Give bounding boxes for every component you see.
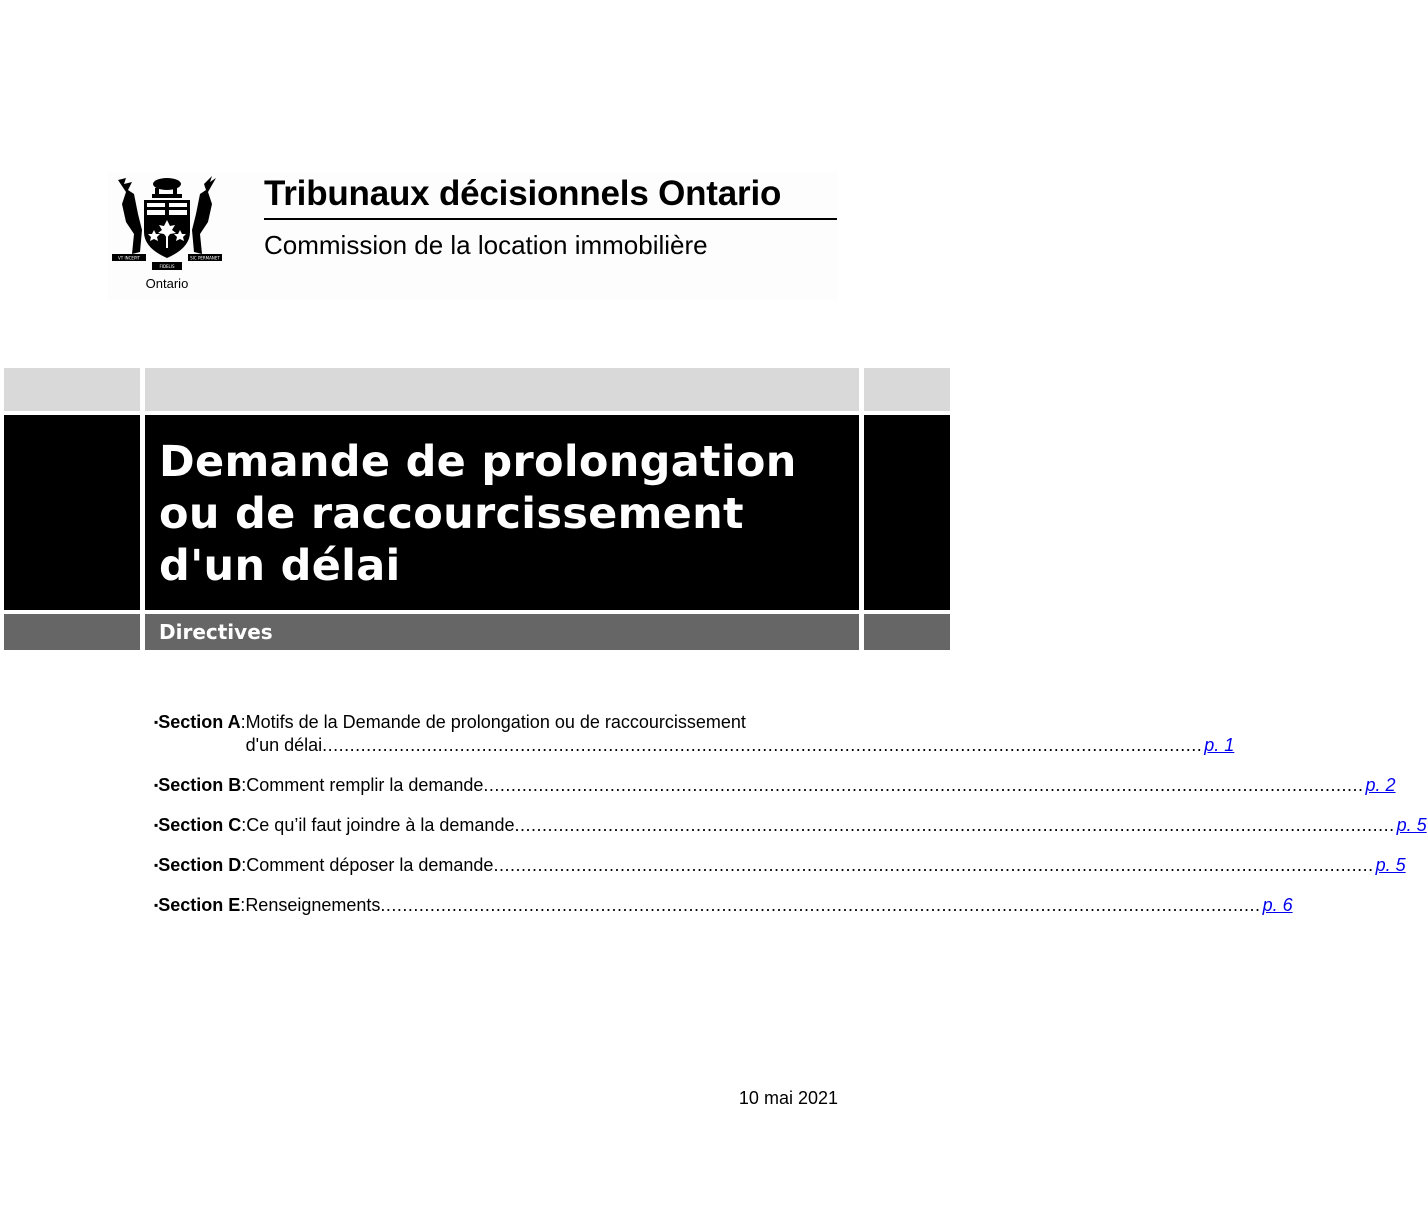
leader-dots xyxy=(514,814,1394,837)
section-label: Section C xyxy=(158,815,242,835)
document-title: Demande de prolongation ou de raccourcissement d'un délai xyxy=(159,437,797,591)
section-title: Comment déposer la demande xyxy=(246,855,494,875)
page-link[interactable]: p. 6 xyxy=(1262,895,1293,915)
svg-text:SIC PERMANET: SIC PERMANET xyxy=(190,255,220,261)
page-link[interactable]: p. 5 xyxy=(1396,815,1427,835)
bullet-icon: ▪ xyxy=(154,858,159,872)
svg-text:FIDELIS: FIDELIS xyxy=(159,264,175,269)
logo-wordmark: Ontario xyxy=(145,276,189,291)
leader-dots xyxy=(322,734,1202,757)
banner-cell xyxy=(864,368,950,411)
leader-dots xyxy=(380,894,1260,917)
bullet-icon: ▪ xyxy=(154,818,159,832)
bullet-icon: ▪ xyxy=(154,715,159,729)
banner-cell xyxy=(864,614,950,650)
section-title: Comment remplir la demande xyxy=(246,775,484,795)
document-date: 10 mai 2021 xyxy=(738,1088,838,1108)
section-label: Section B xyxy=(158,775,242,795)
banner-cell xyxy=(4,614,140,650)
bullet-icon: ▪ xyxy=(154,778,159,792)
ontario-logo xyxy=(112,174,222,294)
bullet-icon: ▪ xyxy=(154,898,159,912)
toc-item-section-a: ▪ Section A: Motifs de la Demande de prolongation ou de raccourcissement d'un délai ..... p. 1 xyxy=(150,711,840,757)
toc-item-section-c: ▪ Section C: Ce qu’il faut joindre à la demande ..... p. 5 xyxy=(150,814,840,837)
banner-cell xyxy=(864,415,950,610)
leader-dots xyxy=(483,774,1363,797)
banner-cell xyxy=(145,368,859,411)
page-link[interactable]: p. 5 xyxy=(1375,855,1406,875)
section-label: Section A xyxy=(158,712,241,732)
board-name: Commission de la location immobilière xyxy=(264,230,708,260)
toc-item-section-b: ▪ Section B: Comment remplir la demande ..... p. 2 xyxy=(150,774,840,797)
section-title: Ce qu’il faut joindre à la demande xyxy=(246,815,515,835)
section-title: Renseignements xyxy=(245,895,381,915)
page-link[interactable]: p. 2 xyxy=(1365,775,1396,795)
svg-text:VT INCEPIT: VT INCEPIT xyxy=(118,255,140,261)
banner-cell xyxy=(4,368,140,411)
ontario-coat-of-arms-icon xyxy=(112,174,222,272)
leader-dots xyxy=(493,854,1373,877)
header-divider xyxy=(264,218,837,220)
organization-name: Tribunaux décisionnels Ontario xyxy=(264,174,782,213)
section-label: Section D xyxy=(158,855,242,875)
section-title: d'un délai xyxy=(245,735,323,755)
section-title-line1: Motifs de la Demande de prolongation ou de raccourcissement xyxy=(245,712,746,732)
table-of-contents xyxy=(150,711,1427,934)
document-subtitle: Directives xyxy=(159,620,273,644)
page-link[interactable]: p. 1 xyxy=(1204,735,1235,755)
banner-cell xyxy=(4,415,140,610)
section-label: Section E xyxy=(158,895,241,915)
toc-item-section-d: ▪ Section D: Comment déposer la demande ..... p. 5 xyxy=(150,854,840,877)
toc-item-section-e: ▪ Section E: Renseignements ..... p. 6 xyxy=(150,894,840,917)
